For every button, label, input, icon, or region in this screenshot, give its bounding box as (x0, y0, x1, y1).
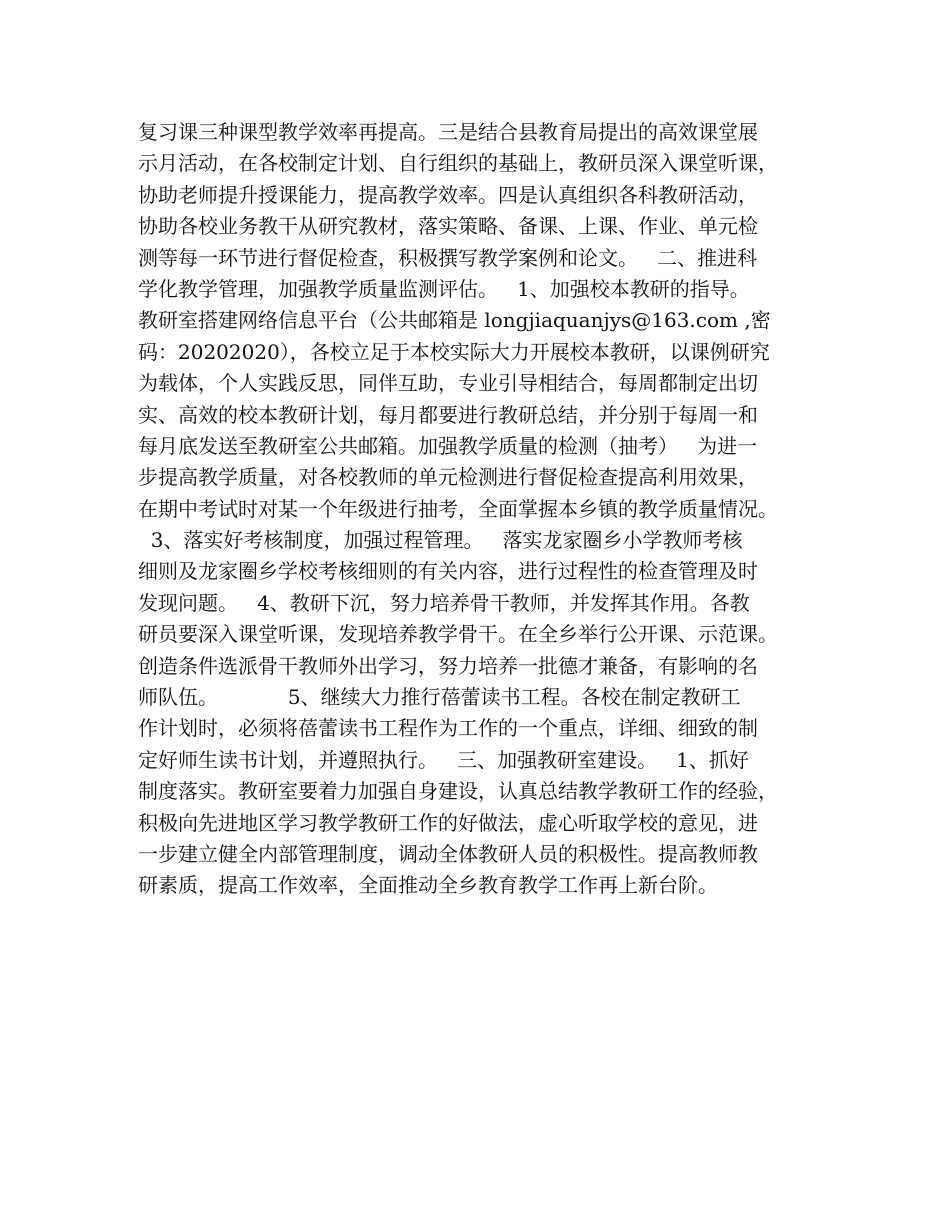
text-line: 定好师生读书计划，并遵照执行。 三、加强教研室建设。 1、抓好 (138, 747, 749, 772)
text-line: 为载体，个人实践反思，同伴互助，专业引导相结合，每周都制定出切 (138, 371, 758, 396)
text-line: 每月底发送至教研室公共邮箱。加强教学质量的检测（抽考） 为进一 (138, 433, 758, 458)
text-line: 作计划时，必须将蓓蕾读书工程作为工作的一个重点，详细、细致的制 (138, 716, 758, 741)
text-line: 教研室搭建网络信息平台（公共邮箱是 longjiaquanjys@163.com ,密 (138, 308, 771, 333)
text-line: 在期中考试时对某一个年级进行抽考，全面掌握本乡镇的教学质量情况。 (138, 496, 778, 521)
text-line: 协助各校业务教干从研究教材，落实策略、备课、上课、作业、单元检 (138, 214, 758, 239)
text-line: 协助老师提升授课能力，提高教学效率。四是认真组织各科教研活动， (138, 182, 758, 207)
text-line: 发现问题。 4、教研下沉，努力培养骨干教师，并发挥其作用。各教 (138, 590, 750, 615)
text-line: 细则及龙家圈乡学校考核细则的有关内容，进行过程性的检查管理及时 (138, 559, 758, 584)
text-line: 学化教学管理，加强教学质量监测评估。 1、加强校本教研的指导。 (138, 276, 750, 301)
text-line: 研素质，提高工作效率，全面推动全乡教育教学工作再上新台阶。 (138, 873, 718, 898)
text-line: 码：20202020），各校立足于本校实际大力开展校本教研，以课例研究 (138, 339, 770, 364)
text-line: 积极向先进地区学习教学教研工作的好做法，虚心听取学校的意见，进 (138, 810, 758, 835)
text-line: 步提高教学质量，对各校教师的单元检测进行督促检查提高利用效果， (138, 465, 758, 490)
text-line: 一步建立健全内部管理制度，调动全体教研人员的积极性。提高教师教 (138, 841, 758, 866)
text-line: 3、落实好考核制度，加强过程管理。 落实龙家圈乡小学教师考核 (138, 528, 743, 553)
text-line: 师队伍。 5、继续大力推行蓓蕾读书工程。各校在制定教研工 (138, 685, 741, 710)
text-line: 复习课三种课型教学效率再提高。三是结合县教育局提出的高效课堂展 (138, 120, 758, 144)
text-line: 研员要深入课堂听课，发现培养教学骨干。在全乡举行公开课、示范课。 (138, 622, 778, 647)
text-line: 示月活动，在各校制定计划、自行组织的基础上，教研员深入课堂听课， (138, 151, 778, 176)
text-line: 测等每一环节进行督促检查，积极撰写教学案例和论文。 二、推进科 (138, 245, 758, 270)
text-line: 实、高效的校本教研计划，每月都要进行教研总结，并分别于每周一和 (138, 402, 758, 427)
text-line: 创造条件选派骨干教师外出学习，努力培养一批德才兼备，有影响的名 (138, 653, 758, 678)
text-line: 制度落实。教研室要着力加强自身建设，认真总结教学教研工作的经验， (138, 779, 778, 804)
body-text (138, 117, 838, 902)
